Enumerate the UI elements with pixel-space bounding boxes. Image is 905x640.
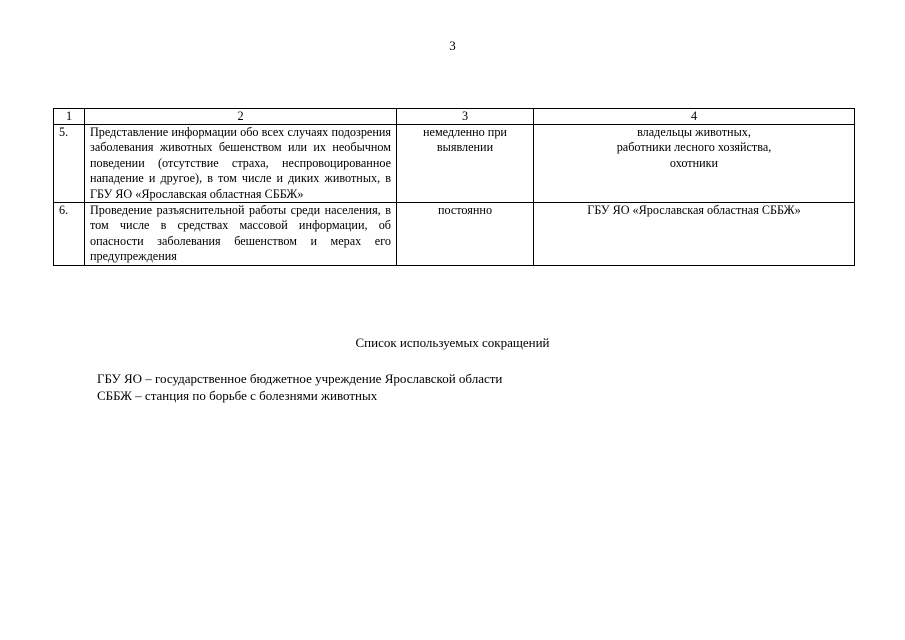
responsible-line: ГБУ ЯО «Ярославская областная СББЖ» (587, 203, 801, 218)
table-row (54, 203, 855, 266)
abbreviations-title: Список используемых сокращений (355, 335, 550, 350)
column-header: 4 (534, 109, 855, 125)
term-line: постоянно (437, 203, 493, 218)
abbreviation-item: ГБУ ЯО – государственное бюджетное учреждение Ярославской области (97, 371, 503, 386)
responsible-line: охотники (669, 155, 719, 170)
measure-responsible (534, 125, 855, 203)
row-number: 5. (54, 125, 85, 203)
table-header-row (54, 109, 855, 125)
measure-term (397, 203, 534, 266)
responsible-line: владельцы животных, (637, 125, 751, 139)
page-number: 3 (449, 38, 456, 53)
term-line: выявлении (436, 140, 494, 155)
measures-table (53, 108, 855, 266)
row-number: 6. (54, 203, 85, 266)
measure-responsible (534, 203, 855, 266)
measure-description: Представление информации обо всех случаях подозрения заболевания животных бешенством или их необычном поведении (отсутствие страха, неспровоцированное нападение и другое), в том числе и диких животных, в ГБУ ЯО «Ярославская областная СББЖ» (85, 125, 397, 203)
table-row (54, 125, 855, 203)
measure-description: Проведение разъяснительной работы среди населения, в том числе в средствах массовой информации, об опасности заболевания бешенством и мерах его предупреждения (85, 203, 397, 266)
term-line: немедленно при (423, 125, 507, 139)
column-header: 2 (85, 109, 397, 125)
column-header: 1 (54, 109, 85, 125)
responsible-line: работники лесного хозяйства, (616, 140, 772, 155)
measure-term (397, 125, 534, 203)
column-header: 3 (397, 109, 534, 125)
abbreviation-item: СББЖ – станция по борьбе с болезнями животных (97, 388, 378, 403)
